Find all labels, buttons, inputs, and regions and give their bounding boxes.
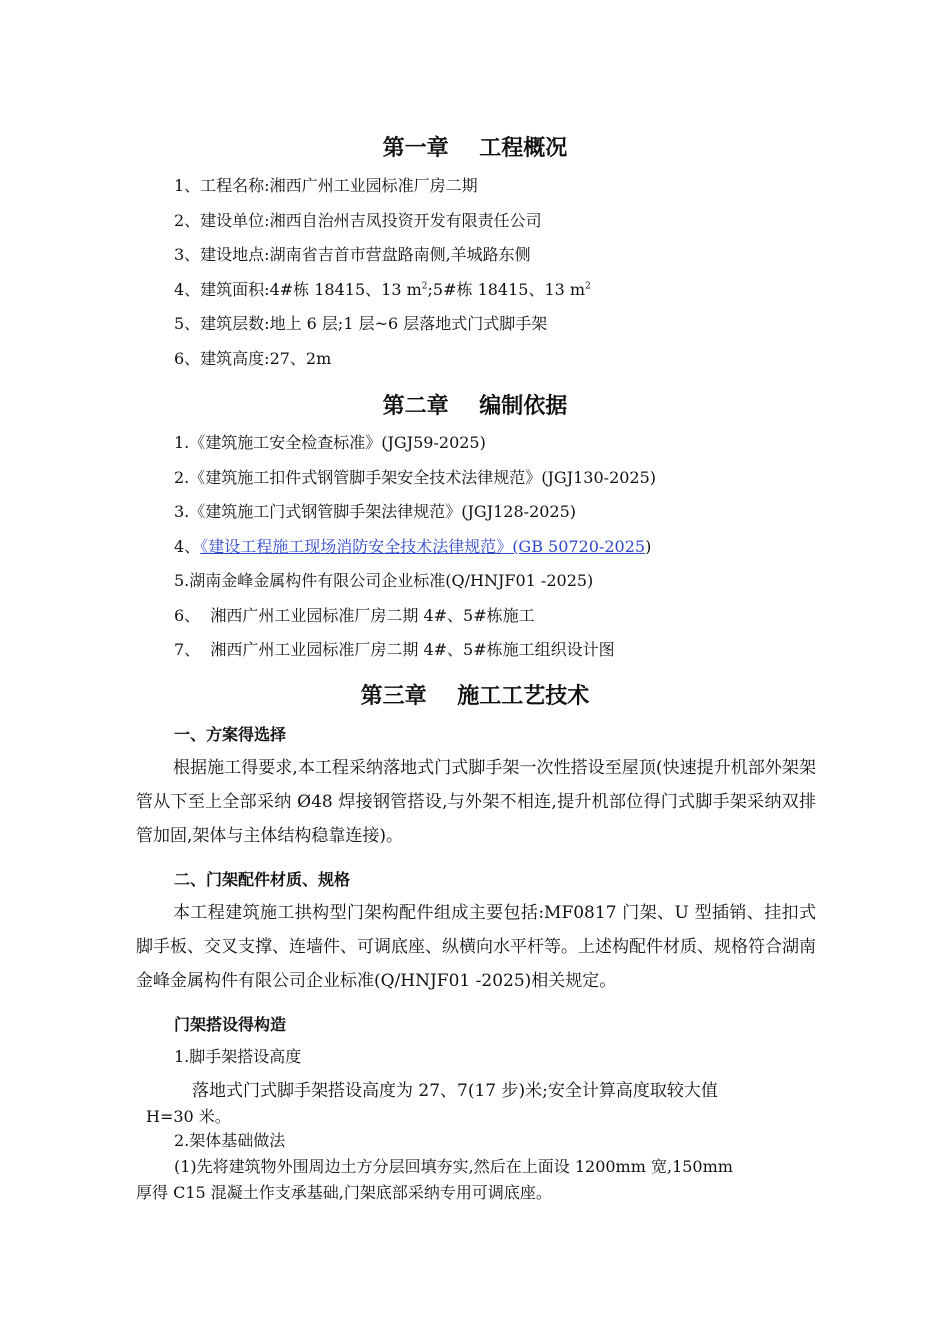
item-4-suffix: ): [645, 537, 652, 556]
chapter-1-item: 6、建筑高度:27、2m: [174, 349, 332, 368]
subsection-1-title: 1.脚手架搭设高度: [174, 1047, 302, 1066]
subsection-2-title: 2.架体基础做法: [174, 1131, 286, 1150]
section-2-title: 二、门架配件材质、规格: [174, 870, 351, 889]
area-prefix: 4、建筑面积:4#栋 18415、13 m: [174, 280, 422, 299]
chapter-2-item: 5.湖南金峰金属构件有限公司企业标准(Q/HNJF01 -2025): [174, 571, 594, 590]
section-3-title: 门架搭设得构造: [174, 1015, 287, 1034]
section-2-paragraph: 本工程建筑施工拱构型门架构配件组成主要包括:MF0817 门架、U 型插销、挂扣式脚手板、交叉支撑、连墙件、可调底座、纵横向水平杆等。上述构配件材质、规格符合湖南金峰金属构件有限公司企业标准(Q/HNJF01 -2025)相关规定。: [136, 903, 816, 991]
chapter-2-title: 第二章 编制依据: [382, 394, 568, 419]
chapter-1-item: 2、建设单位:湘西自治州吉凤投资开发有限责任公司: [174, 211, 542, 230]
chapter-2-item: 6、 湘西广州工业园标准厂房二期 4#、5#栋施工: [174, 606, 535, 625]
chapter-2-item-4: [174, 536, 651, 558]
subsection-1-line: 落地式门式脚手架搭设高度为 27、7(17 步)米;安全计算高度取较大值: [192, 1081, 718, 1101]
chapter-1-item: 3、建设地点:湖南省吉首市营盘路南侧,羊城路东侧: [174, 245, 531, 264]
area-middle: ;5#栋 18415、13 m: [427, 280, 586, 299]
chapter-2-item: 1.《建筑施工安全检查标准》(JGJ59-2025): [174, 433, 486, 452]
area-sup-2: 2: [585, 281, 591, 292]
chapter-2-item: 7、 湘西广州工业园标准厂房二期 4#、5#栋施工组织设计图: [174, 640, 615, 659]
chapter-3-title: 第三章 施工工艺技术: [360, 684, 590, 709]
chapter-1-item-area: [174, 279, 591, 301]
fire-safety-standard-link[interactable]: 《建设工程施工现场消防安全技术法律规范》(GB 50720-2025: [200, 537, 646, 556]
chapter-1-item: 1、工程名称:湘西广州工业园标准厂房二期: [174, 176, 478, 195]
chapter-2-item: 3.《建筑施工门式钢管脚手架法律规范》(JGJ128-2025): [174, 502, 577, 521]
area-sup-1: 2: [421, 281, 428, 292]
chapter-2-item: 2.《建筑施工扣件式钢管脚手架安全技术法律规范》(JGJ130-2025): [174, 468, 657, 487]
section-1-title: 一、方案得选择: [174, 725, 287, 744]
subsection-2-line: (1)先将建筑物外围周边土方分层回填夯实,然后在上面设 1200mm 宽,150mm: [174, 1157, 733, 1176]
subsection-1-line: H=30 米。: [146, 1107, 231, 1126]
item-4-prefix: 4、: [174, 537, 201, 556]
chapter-1-item: 5、建筑层数:地上 6 层;1 层~6 层落地式门式脚手架: [174, 314, 548, 333]
section-1-paragraph: 根据施工得要求,本工程采纳落地式门式脚手架一次性搭设至屋顶(快速提升机部外架架管从下至上全部采纳 Ø48 焊接钢管搭设,与外架不相连,提升机部位得门式脚手架采纳双排管加固,架体与主体结构稳靠连接)。: [136, 758, 816, 846]
subsection-2-line: 厚得 C15 混凝土作支承基础,门架底部采纳专用可调底座。: [136, 1183, 552, 1202]
chapter-1-title: 第一章 工程概况: [382, 136, 568, 161]
